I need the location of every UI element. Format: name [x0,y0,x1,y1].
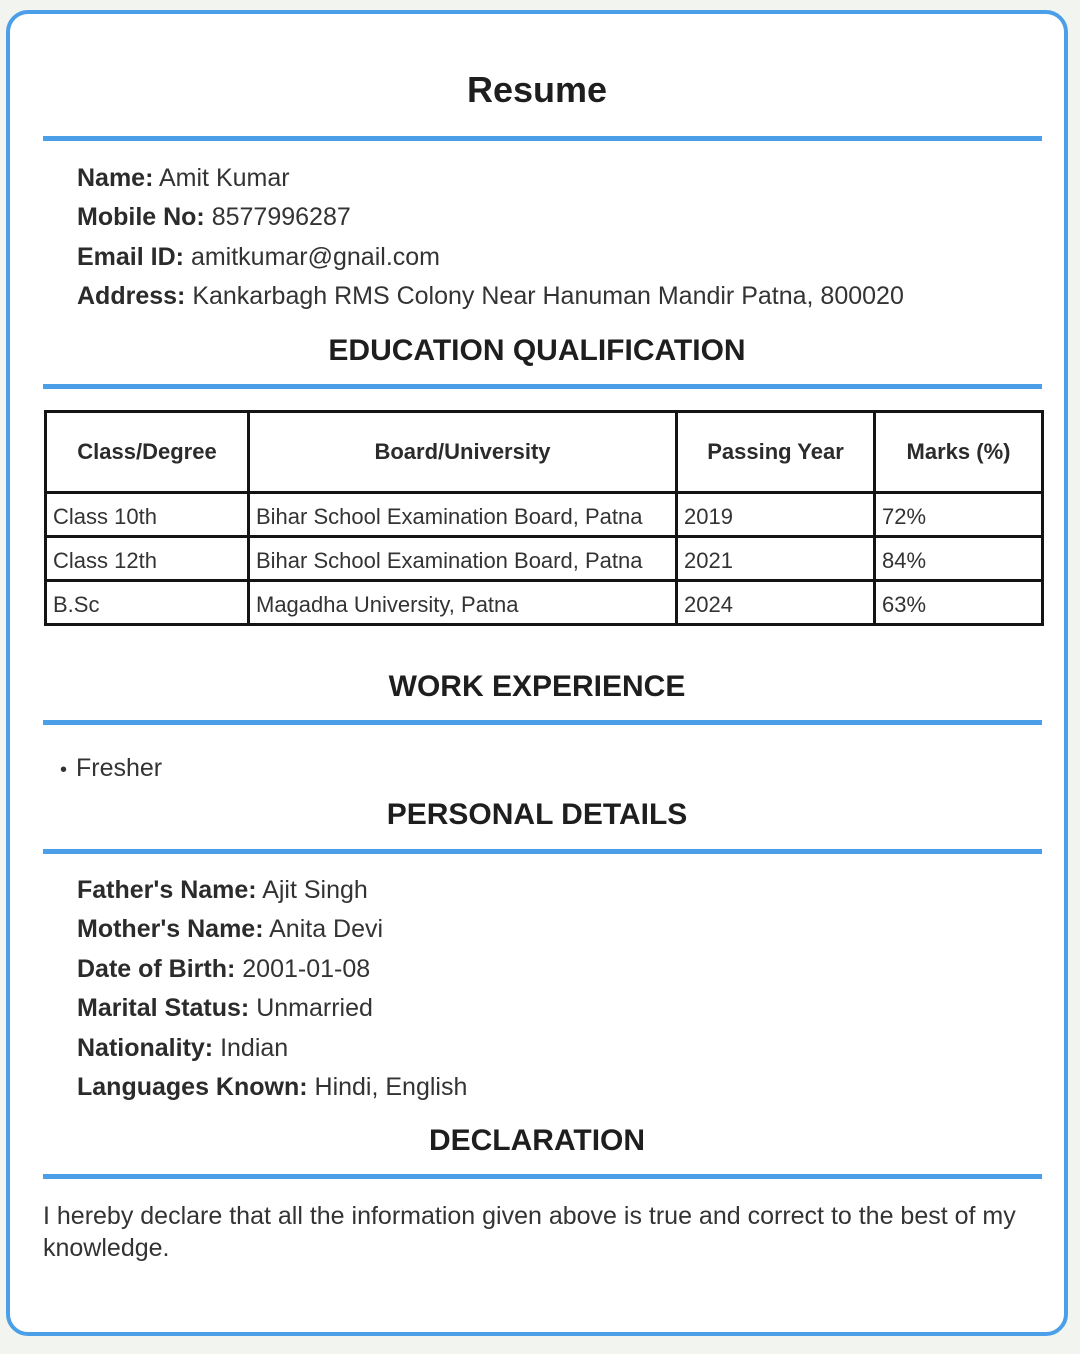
contact-address-value: Kankarbagh RMS Colony Near Hanuman Mandir Patna, 800020 [192,282,904,311]
table-cell: 63% [875,581,1043,625]
education-heading: EDUCATION QUALIFICATION [328,334,746,367]
personal-father [77,871,467,910]
languages-value: Hindi, English [314,1073,468,1102]
contact-address [77,277,904,316]
contact-mobile-label: Mobile No: [77,203,205,232]
table-cell: 2019 [677,493,875,537]
table-row [46,537,1043,581]
dob-value: 2001-01-08 [242,954,371,983]
contact-email-label: Email ID: [77,242,184,271]
work-list [60,754,162,783]
table-row [46,493,1043,537]
table-cell: 84% [875,537,1043,581]
contact-mobile-value: 8577996287 [211,203,351,232]
column-header: Board/University [249,412,677,493]
work-item-text: Fresher [76,754,163,782]
father-label: Father's Name: [77,876,257,904]
personal-details [77,871,467,1107]
table-cell: 2021 [677,537,875,581]
personal-dob [77,950,467,989]
father-value: Ajit Singh [262,876,368,904]
mother-label: Mother's Name: [77,915,264,944]
table-cell: Bihar School Examination Board, Patna [249,537,677,581]
declaration-heading: DECLARATION [428,1124,646,1157]
marital-label: Marital Status: [77,994,250,1023]
dob-label: Date of Birth: [77,954,236,983]
contact-mobile [77,198,904,237]
list-item [60,754,162,783]
contact-details [77,159,904,317]
contact-name [77,159,904,198]
table-cell: Class 12th [46,537,249,581]
contact-email-value: amitkumar@gnail.com [190,242,440,271]
contact-name-value: Amit Kumar [159,164,290,192]
table-row [46,581,1043,625]
declaration-text: I hereby declare that all the information given above is true and correct to the best of my knowledge. [43,1202,1016,1262]
education-table-header [46,412,1043,493]
work-divider [43,720,1042,725]
nationality-value: Indian [220,1033,289,1062]
resume-card [6,10,1068,1336]
bullet-icon: • [60,759,68,781]
column-header: Marks (%) [875,412,1043,493]
personal-nationality [77,1029,467,1068]
mother-value: Anita Devi [269,915,384,944]
personal-languages [77,1068,467,1107]
declaration-divider [43,1174,1042,1179]
table-cell: 72% [875,493,1043,537]
personal-marital [77,989,467,1028]
contact-name-label: Name: [77,164,154,192]
table-cell: 2024 [677,581,875,625]
title-divider [43,136,1042,141]
education-table [44,410,1044,626]
table-cell: B.Sc [46,581,249,625]
resume-title: Resume [466,69,608,110]
column-header: Class/Degree [46,412,249,493]
education-divider [43,384,1042,389]
personal-heading: PERSONAL DETAILS [386,798,688,831]
contact-address-label: Address: [77,282,186,311]
contact-email [77,238,904,277]
personal-divider [43,849,1042,854]
column-header: Passing Year [677,412,875,493]
table-cell: Bihar School Examination Board, Patna [249,493,677,537]
table-cell: Magadha University, Patna [249,581,677,625]
table-cell: Class 10th [46,493,249,537]
nationality-label: Nationality: [77,1033,214,1062]
personal-mother [77,910,467,949]
work-heading: WORK EXPERIENCE [388,670,686,703]
marital-value: Unmarried [256,994,373,1023]
languages-label: Languages Known: [77,1073,308,1102]
